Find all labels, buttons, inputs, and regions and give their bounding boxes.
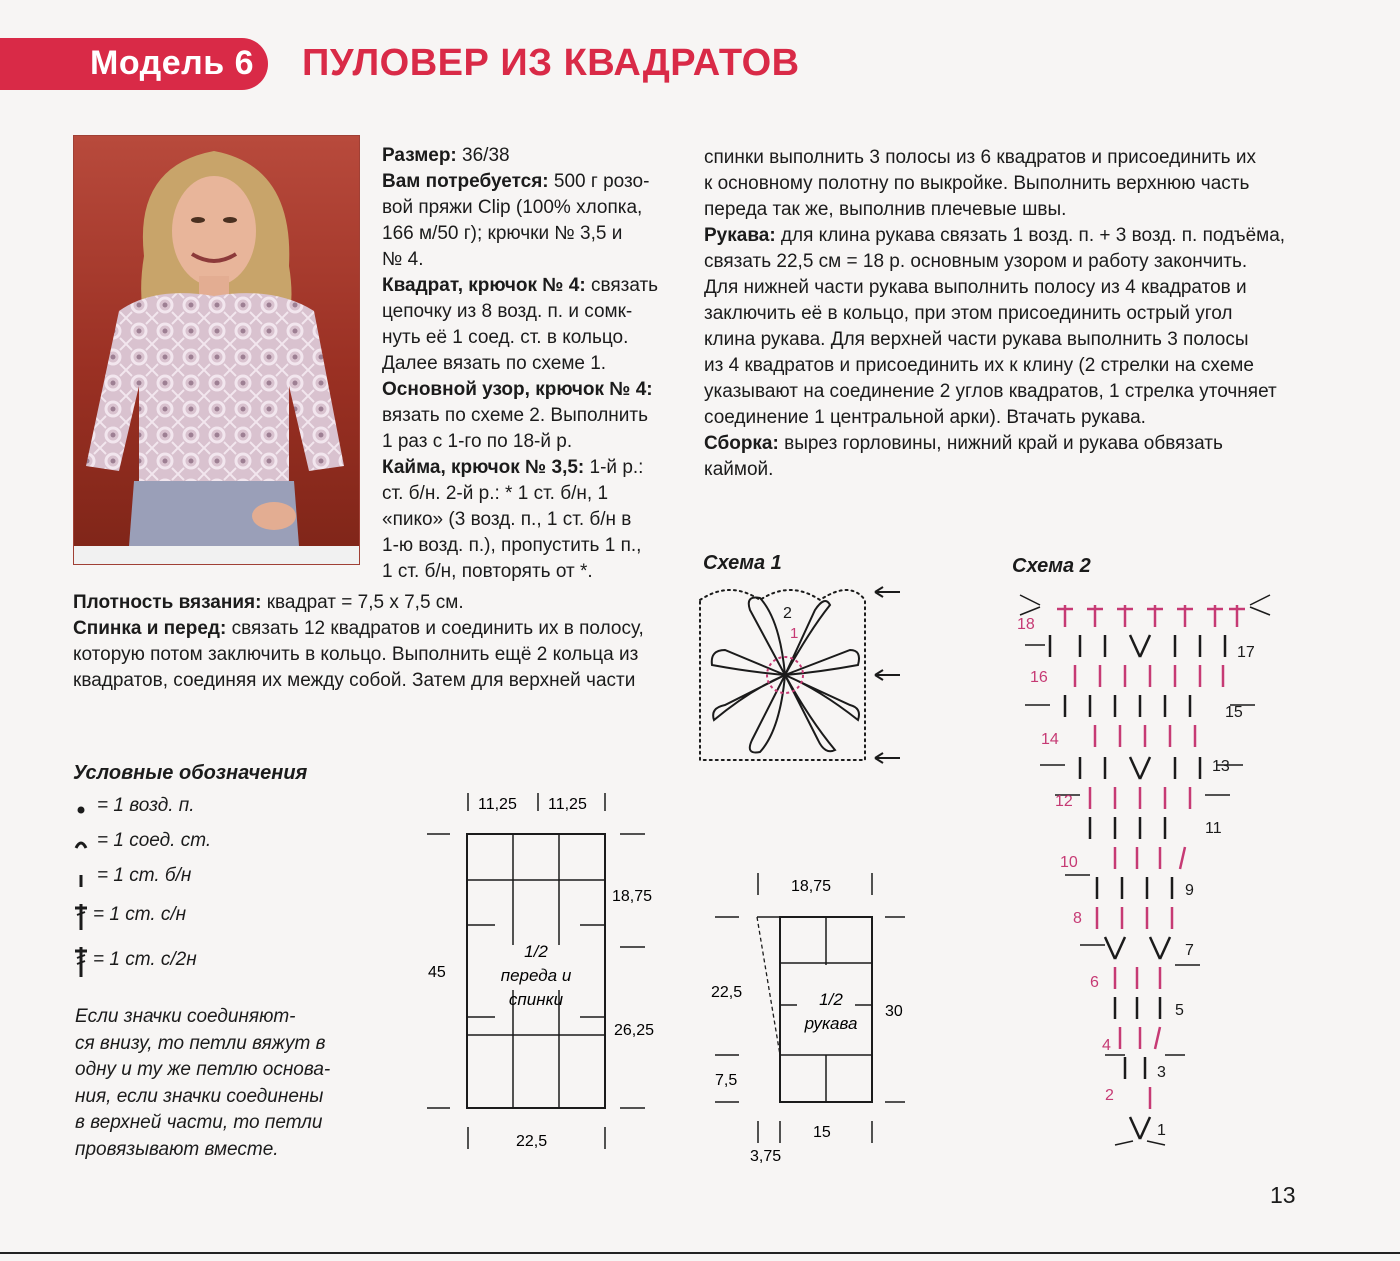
scheme2-row-number: 9: [1185, 882, 1194, 899]
main-pattern-label: Основной узор, крючок № 4:: [382, 379, 653, 400]
scheme1-num-1: 1: [790, 625, 799, 642]
scheme2-row-number: 15: [1225, 704, 1243, 721]
single-crochet-icon: [73, 867, 89, 891]
sleeve-line: указывают на соединение 2 углов квадратов, 1 стрелка уточняет: [704, 381, 1277, 402]
edge-line: 1-й р.:: [589, 457, 644, 478]
legend-note: [75, 1004, 345, 1163]
legend-item-text: = 1 возд. п.: [97, 795, 195, 816]
square-line: Далее вязать по схеме 1.: [382, 353, 607, 374]
scheme2-row-number: 8: [1073, 910, 1082, 927]
instruction-line: переда так же, выполнив плечевые швы.: [704, 199, 1067, 220]
model-photo: [73, 135, 360, 565]
scheme2-row-numbers-left: [1017, 616, 1114, 1104]
scheme2-row-number: 10: [1060, 854, 1078, 871]
model-tag: [0, 38, 268, 90]
slip-stitch-icon: [73, 832, 89, 856]
double-crochet-icon: [73, 900, 89, 932]
scheme1-diagram: [690, 580, 910, 770]
assembly-label: Сборка:: [704, 433, 779, 454]
sleeve-line: клина рукава. Для верхней части рукава выполнить 3 полосы: [704, 329, 1249, 350]
scheme1-title: Схема 1: [703, 552, 782, 574]
back-front-line: квадратов, соединяя их между собой. Затем для верхней части: [73, 670, 636, 691]
size-value: 36/38: [462, 145, 510, 166]
legend-item-text: = 1 соед. ст.: [97, 830, 212, 851]
back-front-label: Спинка и перед:: [73, 618, 227, 639]
legend-item: [73, 795, 313, 830]
legend-item-text: = 1 ст. б/н: [97, 865, 192, 886]
legend-item: [73, 830, 313, 865]
sleeve-label: 1/2: [819, 990, 843, 1009]
need-line: 500 г розо-: [553, 171, 650, 192]
square-line: связать: [590, 275, 659, 296]
sleeve-pattern-diagram: [705, 865, 915, 1170]
page-bottom-rule: [0, 1252, 1400, 1254]
sleeve-dim-right: 30: [885, 1003, 903, 1020]
sleeve-line: связать 22,5 см = 18 р. основным узором и работу закончить.: [704, 251, 1248, 272]
sleeve-line: для клина рукава связать 1 возд. п. + 3 возд. п. подъёма,: [780, 225, 1286, 246]
treble-crochet-icon: [73, 945, 89, 979]
legend-item-text: = 1 ст. с/2н: [93, 949, 197, 970]
legend-note-line: Если значки соединяют-: [75, 1006, 296, 1027]
legend-note-line: в верхней части, то петли: [75, 1112, 323, 1133]
need-line: 166 м/50 г); крючки № 3,5 и: [382, 223, 623, 244]
dim-bottom: 22,5: [516, 1133, 548, 1150]
page-title: ПУЛОВЕР ИЗ КВАДРАТОВ: [302, 42, 800, 84]
square-label: Квадрат, крючок № 4:: [382, 275, 586, 296]
need-label: Вам потребуется:: [382, 171, 549, 192]
model-label: Модель 6: [90, 44, 254, 82]
legend-list: [73, 795, 313, 990]
legend-note-line: одну и ту же петлю основа-: [75, 1059, 331, 1080]
need-line: № 4.: [382, 249, 424, 270]
body-label: переда и: [500, 966, 572, 985]
scheme2-diagram: [1005, 585, 1285, 1165]
legend-item: [73, 900, 313, 945]
scheme2-row-number: 11: [1205, 820, 1222, 837]
scheme2-row-number: 17: [1237, 644, 1255, 661]
legend-item: [73, 945, 313, 990]
density-value: квадрат = 7,5 х 7,5 см.: [266, 592, 464, 613]
sleeve-line: заключить её в кольцо, при этом присоединить острый угол: [704, 303, 1233, 324]
density-text: [73, 590, 673, 694]
body-label: 1/2: [524, 942, 548, 961]
size-label: Размер:: [382, 145, 457, 166]
scheme2-row-number: 7: [1185, 942, 1194, 959]
scheme2-row-number: 5: [1175, 1002, 1184, 1019]
need-line: вой пряжи Clip (100% хлопка,: [382, 197, 643, 218]
chain-stitch-icon: [73, 797, 89, 821]
instruction-line: к основному полотну по выкройке. Выполнить верхнюю часть: [704, 173, 1250, 194]
scheme1-num-2: 2: [783, 605, 792, 622]
main-pattern-line: 1 раз с 1-го по 18-й р.: [382, 431, 573, 452]
instructions-text: [704, 145, 1304, 483]
sleeve-dim-bottom: 15: [813, 1124, 831, 1141]
scheme2-row-number: 4: [1102, 1037, 1111, 1054]
sleeve-line: из 4 квадратов и присоединить их к клину (2 стрелки на схеме: [704, 355, 1254, 376]
scheme2-row-number: 18: [1017, 616, 1035, 633]
back-front-line: связать 12 квадратов и соединить их в полосу,: [231, 618, 644, 639]
edge-line: 1 ст. б/н, повторять от *.: [382, 561, 593, 582]
dim-right-top: 18,75: [612, 888, 653, 905]
square-line: цепочку из 8 возд. п. и сомк-: [382, 301, 633, 322]
sleeve-line: Для нижней части рукава выполнить полосу из 4 квадратов и: [704, 277, 1247, 298]
legend-title: Условные обозначения: [73, 762, 308, 784]
edge-line: ст. б/н. 2-й р.: * 1 ст. б/н, 1: [382, 483, 609, 504]
sleeve-dim-left-top: 22,5: [711, 984, 743, 1001]
edge-label: Кайма, крючок № 3,5:: [382, 457, 585, 478]
assembly-line: каймой.: [704, 459, 774, 480]
materials-text: [382, 143, 672, 585]
sleeve-label: Рукава:: [704, 225, 776, 246]
sleeve-label: рукава: [804, 1014, 858, 1033]
body-label: спинки: [508, 990, 564, 1009]
scheme2-row-number: 12: [1055, 793, 1073, 810]
scheme2-row-number: 2: [1105, 1087, 1114, 1104]
sleeve-dim-bottom-left: 3,75: [750, 1148, 782, 1165]
density-label: Плотность вязания:: [73, 592, 262, 613]
body-pattern-diagram: [420, 785, 670, 1155]
instruction-line: спинки выполнить 3 полосы из 6 квадратов и присоединить их: [704, 147, 1256, 168]
scheme2-row-number: 6: [1090, 974, 1099, 991]
dim-top-right: 11,25: [548, 796, 587, 813]
legend-item: [73, 865, 313, 900]
back-front-line: которую потом заключить в кольцо. Выполнить ещё 2 кольца из: [73, 644, 639, 665]
sleeve-dim-top: 18,75: [791, 878, 832, 895]
scheme2-row-number: 13: [1212, 758, 1230, 775]
legend-item-text: = 1 ст. с/н: [93, 904, 187, 925]
dim-left: 45: [428, 964, 446, 981]
dim-top-left: 11,25: [478, 796, 517, 813]
scheme2-row-number: 1: [1157, 1122, 1166, 1139]
scheme2-title: Схема 2: [1012, 555, 1091, 577]
model-photo-icon: [74, 136, 359, 564]
sleeve-dim-left-bottom: 7,5: [715, 1072, 738, 1089]
main-pattern-line: вязать по схеме 2. Выполнить: [382, 405, 648, 426]
scheme2-row-number: 3: [1157, 1064, 1166, 1081]
legend-note-line: ния, если значки соединены: [75, 1085, 324, 1107]
dim-right-bottom: 26,25: [614, 1022, 655, 1039]
sleeve-line: соединение 1 центральной арки). Втачать рукава.: [704, 407, 1146, 428]
assembly-line: вырез горловины, нижний край и рукава обвязать: [784, 433, 1223, 454]
square-line: нуть её 1 соед. ст. в кольцо.: [382, 327, 629, 348]
legend-note-line: ся внизу, то петли вяжут в: [75, 1032, 326, 1054]
legend-note-line: провязывают вместе.: [75, 1138, 279, 1160]
scheme2-row-number: 14: [1041, 731, 1059, 748]
scheme2-row-number: 16: [1030, 669, 1048, 686]
edge-line: 1-ю возд. п.), пропустить 1 п.,: [382, 535, 642, 556]
edge-line: «пико» (3 возд. п., 1 ст. б/н в: [382, 509, 632, 530]
page-number: 13: [1270, 1182, 1296, 1208]
